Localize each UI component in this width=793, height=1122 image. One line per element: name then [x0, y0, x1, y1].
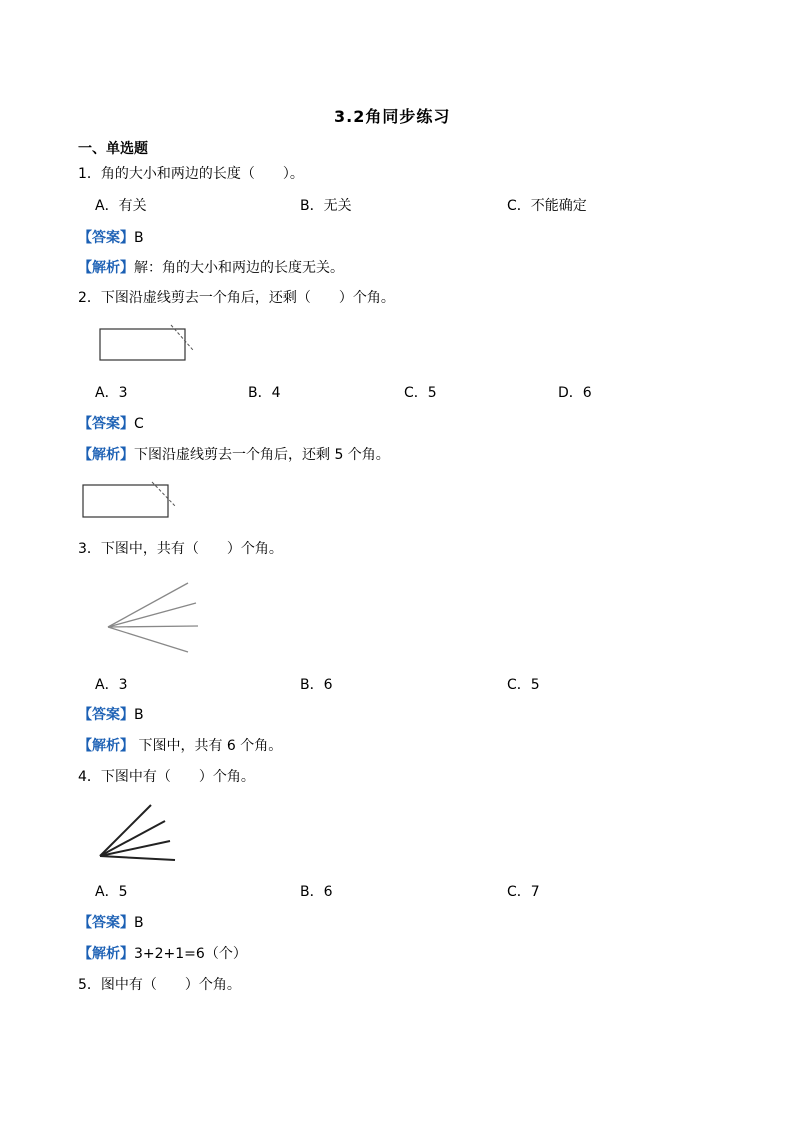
- question-1-option-a: A．有关: [95, 198, 147, 214]
- question-4-option-c: C．7: [507, 884, 540, 900]
- question-1-analysis: [78, 259, 344, 277]
- question-2-answer: [78, 415, 144, 433]
- question-2-analysis: [78, 446, 390, 464]
- page-title: 3.2角同步练习: [334, 107, 451, 126]
- question-3-answer: [78, 706, 144, 724]
- analysis-text: 解：角的大小和两边的长度无关。: [134, 260, 344, 276]
- answer-tag: 【答案】: [78, 230, 134, 246]
- question-4-answer: [78, 914, 144, 932]
- question-3-option-a: A．3: [95, 677, 128, 693]
- question-4-option-b: B．6: [300, 884, 333, 900]
- question-1-option-c: C．不能确定: [507, 198, 587, 214]
- question-2-option-a: A．3: [95, 385, 128, 401]
- analysis-text: 下图沿虚线剪去一个角后，还剩 5 个角。: [134, 447, 390, 463]
- question-4-analysis: [78, 945, 247, 963]
- question-1-option-b: B．无关: [300, 198, 352, 214]
- rays-figure-four: [100, 578, 210, 658]
- rectangle-cut-figure-analysis: [78, 480, 188, 525]
- answer-value: B: [134, 915, 144, 931]
- answer-tag: 【答案】: [78, 707, 134, 723]
- question-5-stem: 5．图中有（ ）个角。: [78, 977, 241, 993]
- question-2-option-d: D．6: [558, 385, 592, 401]
- question-2-stem: 2．下图沿虚线剪去一个角后，还剩（ ）个角。: [78, 290, 395, 306]
- question-3-stem: 3．下图中，共有（ ）个角。: [78, 541, 283, 557]
- answer-value: B: [134, 230, 144, 246]
- answer-value: C: [134, 416, 144, 432]
- rectangle-cut-figure: [95, 323, 205, 368]
- analysis-tag: 【解析】: [78, 946, 134, 962]
- analysis-tag: 【解析】: [78, 260, 134, 276]
- section-heading: 一、单选题: [78, 141, 148, 157]
- analysis-text: 下图中，共有 6 个角。: [134, 738, 283, 754]
- rays-figure-dark: [95, 803, 185, 865]
- question-2-option-b: B．4: [248, 385, 281, 401]
- question-1-answer: [78, 229, 144, 247]
- question-1-stem: 1．角的大小和两边的长度（ ）。: [78, 166, 304, 182]
- analysis-tag: 【解析】: [78, 447, 134, 463]
- analysis-text: 3+2+1=6（个）: [134, 946, 247, 962]
- analysis-tag: 【解析】: [78, 738, 134, 754]
- question-3-option-b: B．6: [300, 677, 333, 693]
- question-2-option-c: C．5: [404, 385, 437, 401]
- question-3-analysis: [78, 737, 282, 755]
- question-3-option-c: C．5: [507, 677, 540, 693]
- question-4-option-a: A．5: [95, 884, 128, 900]
- answer-value: B: [134, 707, 144, 723]
- question-4-stem: 4．下图中有（ ）个角。: [78, 769, 255, 785]
- answer-tag: 【答案】: [78, 416, 134, 432]
- answer-tag: 【答案】: [78, 915, 134, 931]
